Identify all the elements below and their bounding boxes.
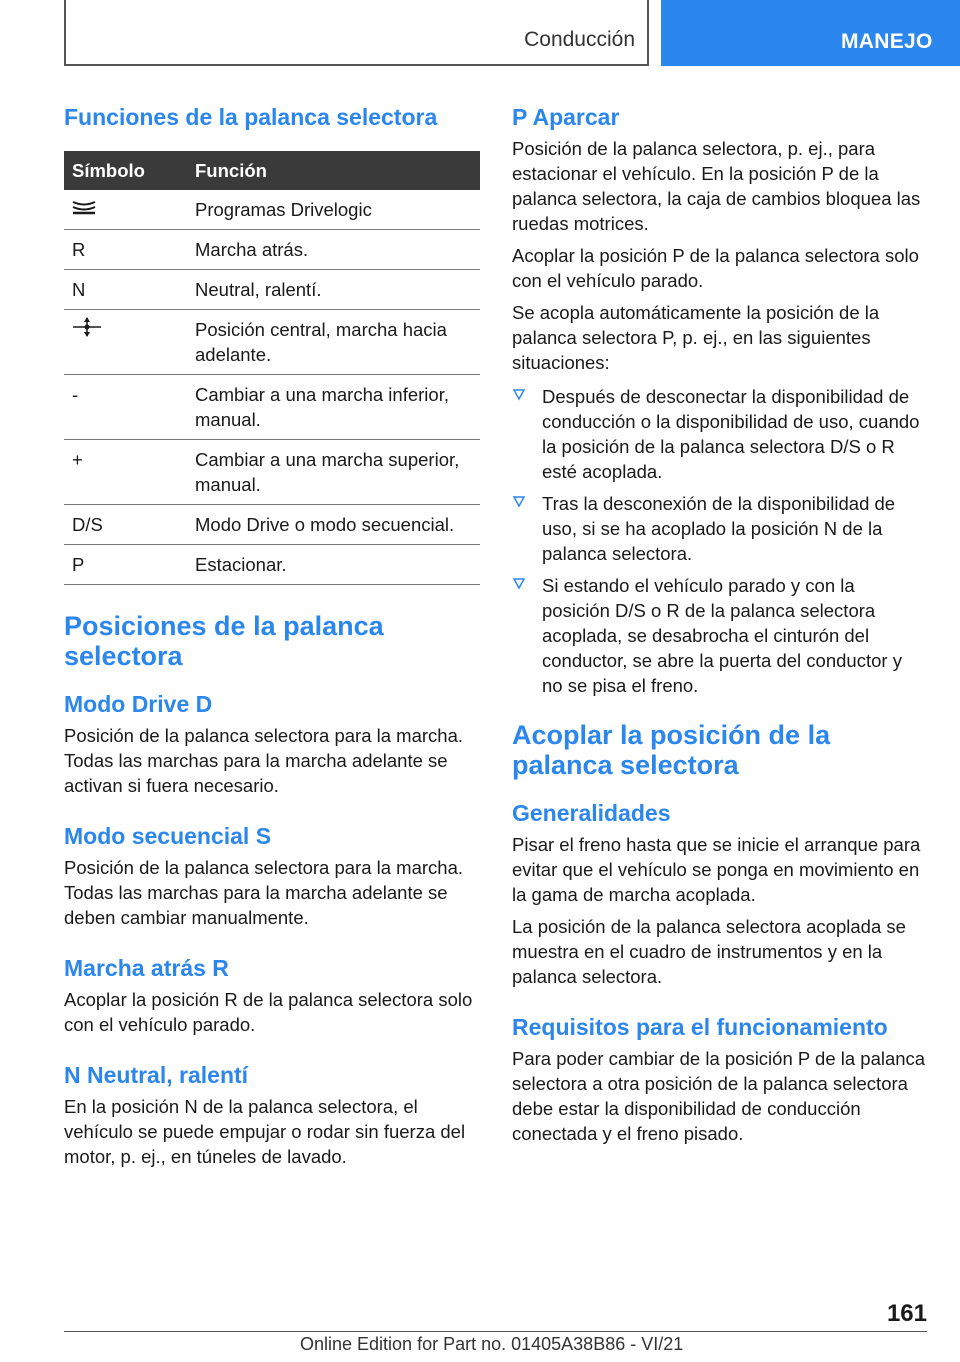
table-header-row [64,151,480,190]
table-cell-symbol: D/S [64,505,187,545]
table-row [64,375,480,440]
table-cell-symbol: P [64,545,187,585]
table-header-function: Función [187,151,480,190]
table-cell-symbol [64,310,187,375]
neutral-heading: N Neutral, ralentí [64,1062,249,1088]
list-item [512,384,927,484]
park-paragraph-2: Acoplar la posición P de la palanca selectora solo con el vehículo parado. [512,245,919,291]
header-section-title: Conducción [524,28,635,51]
sequential-mode-heading: Modo secuencial S [64,823,272,849]
drive-mode-heading: Modo Drive D [64,691,213,717]
park-paragraph-3: Se acopla automáticamente la posición de la palanca selectora P, p. ej., en las siguientes situaciones: [512,302,880,373]
engage-heading: Acoplar la posición de la palanca selectora [512,720,831,780]
requirements-text: Para poder cambiar de la posición P de la palanca selectora a otra posición de la palanca selectora debe estar la disponibilidad de conducción conectada y el freno pisado. [512,1048,926,1144]
left-column [64,96,480,1169]
table-row [64,545,480,585]
table-cell-symbol: + [64,440,187,505]
function-table [64,151,480,585]
header-chapter-tab[interactable] [661,0,960,66]
requirements-heading: Requisitos para el funcionamiento [512,1014,888,1040]
table-cell-symbol: - [64,375,187,440]
drive-mode-text: Posición de la palanca selectora para la marcha. Todas las marchas para la marcha adelante se activan si fuera necesario. [64,725,464,796]
reverse-text: Acoplar la posición R de la palanca selectora solo con el vehículo parado. [64,989,473,1035]
general-heading: Generalidades [512,800,671,826]
sequential-mode-text: Posición de la palanca selectora para la marcha. Todas las marchas para la marcha adelante se deben cambiar manualmente. [64,857,464,928]
table-cell-function: Modo Drive o modo secuencial. [187,505,480,545]
table-cell-function: Estacionar. [187,545,480,585]
header-chapter-title: MANEJO [841,30,933,53]
footer-divider [64,1331,927,1332]
list-item [512,491,927,566]
list-item-text: Después de desconectar la disponibilidad de conducción o la disponibilidad de uso, cuando la posición de la palanca selectora D/S o R esté acoplada. [542,386,920,482]
list-item-text: Si estando el vehículo parado y con la posición D/S o R de la palanca selectora acoplada, se desabrocha el cinturón del conductor, se abre la puerta del conductor y no se pisa el freno. [542,575,902,696]
general-paragraph-1: Pisar el freno hasta que se inicie el arranque para evitar que el vehículo se ponga en movimiento en la gama de marcha acoplada. [512,834,921,905]
triangle-bullet-icon [512,387,526,401]
triangle-bullet-icon [512,576,526,590]
table-title: Funciones de la palanca selectora [64,104,438,130]
triangle-bullet-icon [512,494,526,508]
table-cell-function: Neutral, ralentí. [187,270,480,310]
park-paragraph-1: Posición de la palanca selectora, p. ej., para estacionar el vehículo. En la posición P de la palanca selectora, la caja de cambios bloquea las ruedas motrices. [512,138,921,234]
table-row [64,190,480,230]
table-row [64,270,480,310]
general-paragraph-2: La posición de la palanca selectora acoplada se muestra en el cuadro de instrumentos y en la palanca selectora. [512,916,906,987]
reverse-heading: Marcha atrás R [64,955,229,981]
edition-note: Online Edition for Part no. 01405A38B86 - VI/21 [300,1334,684,1354]
list-item [512,573,927,698]
table-cell-function: Cambiar a una marcha superior, manual. [187,440,480,505]
park-heading: P Aparcar [512,104,620,130]
page-number: 161 [886,1300,927,1327]
table-row [64,310,480,375]
center-position-icon [72,320,102,341]
table-cell-function: Posición central, marcha hacia adelante. [187,310,480,375]
table-cell-function: Cambiar a una marcha inferior, manual. [187,375,480,440]
table-row [64,230,480,270]
table-cell-symbol [64,190,187,230]
table-cell-function: Programas Drivelogic [187,190,480,230]
right-column [512,96,927,1146]
header-section-box [64,0,649,66]
drivelogic-icon [72,199,96,220]
table-cell-function: Marcha atrás. [187,230,480,270]
positions-heading: Posiciones de la palanca selectora [64,611,384,671]
table-cell-symbol: N [64,270,187,310]
table-row [64,440,480,505]
table-row [64,505,480,545]
table-cell-symbol: R [64,230,187,270]
list-item-text: Tras la desconexión de la disponibilidad de uso, si se ha acoplado la posición N de la palanca selectora. [542,493,896,564]
neutral-text: En la posición N de la palanca selectora, el vehículo se puede empujar o rodar sin fuerza del motor, p. ej., en túneles de lavado. [64,1096,466,1167]
table-header-symbol: Símbolo [64,151,187,190]
